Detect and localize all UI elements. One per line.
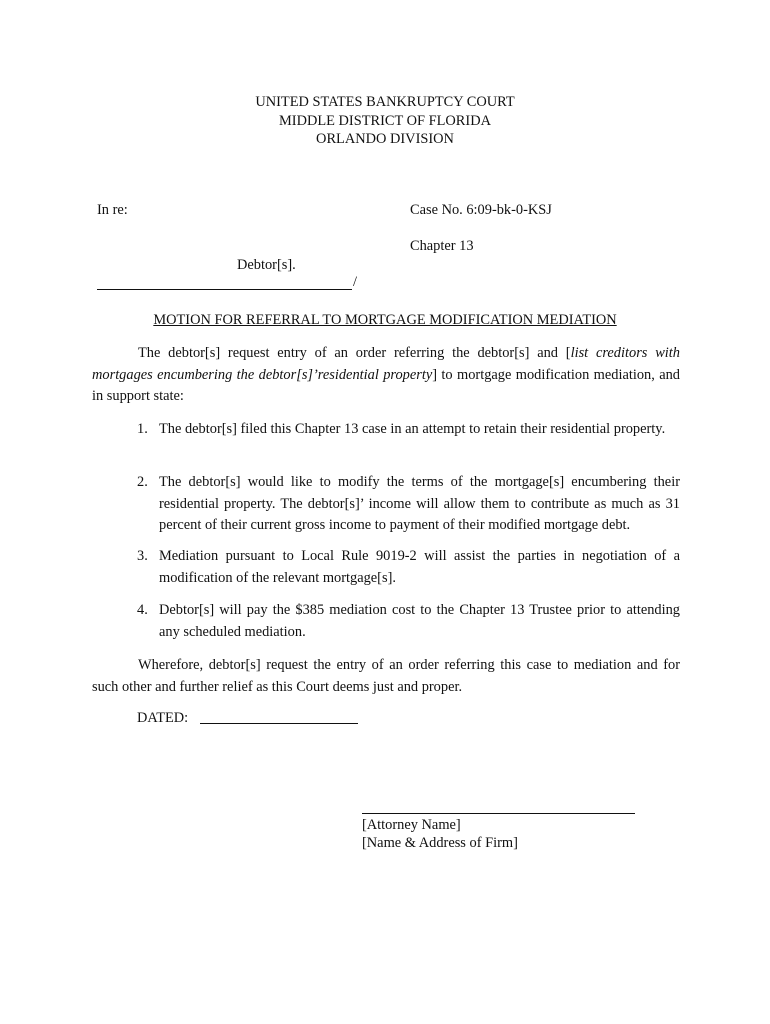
item-number: 2. xyxy=(137,474,148,490)
intro-text-end: ] to mortgage modification mediation, and in support state: xyxy=(92,366,680,404)
case-number: Case No. 6:09-bk-0-KSJ xyxy=(410,202,552,218)
item-text: The debtor[s] filed this Chapter 13 case in an attempt to retain their residential property. xyxy=(159,421,666,437)
intro-text-start: The debtor[s] request entry of an order referring the debtor[s] and [ xyxy=(138,345,571,361)
item-number: 4. xyxy=(137,602,148,618)
caption-slash: / xyxy=(353,274,357,290)
date-line xyxy=(200,723,358,724)
chapter-label: Chapter 13 xyxy=(410,238,474,254)
item-number: 3. xyxy=(137,548,148,564)
dated-label: DATED: xyxy=(137,710,189,726)
item-number: 1. xyxy=(137,421,148,437)
item-text: The debtor[s] would like to modify the terms of the mortgage[s] encumbering their residential property. The debtor[s]’ income will allow them to contribute as much as 31 percent of their current gross income to payment of their modified mortgage debt. xyxy=(159,474,680,533)
debtor-label: Debtor[s]. xyxy=(237,257,296,273)
caption-rule xyxy=(97,289,352,290)
firm-name-address: [Name & Address of Firm] xyxy=(362,835,518,851)
intro-creditors-placeholder: list creditors with mortgages encumbering the debtor[s]’residential property xyxy=(92,345,680,383)
court-district: MIDDLE DISTRICT OF FLORIDA xyxy=(278,112,491,129)
signature-line xyxy=(362,813,635,814)
attorney-name: [Attorney Name] xyxy=(362,817,461,833)
closing-text: Wherefore, debtor[s] request the entry of an order referring this case to mediation and for such other and further relief as this Court deems just and proper. xyxy=(92,657,680,695)
court-name: UNITED STATES BANKRUPTCY COURT xyxy=(255,94,515,110)
closing-paragraph xyxy=(92,655,680,698)
motion-title: MOTION FOR REFERRAL TO MORTGAGE MODIFICATION MEDIATION xyxy=(153,312,617,328)
court-division: ORLANDO DIVISION xyxy=(316,131,454,147)
in-re-label: In re: xyxy=(97,202,128,218)
item-text: Debtor[s] will pay the $385 mediation cost to the Chapter 13 Trustee prior to attending any scheduled mediation. xyxy=(159,602,680,640)
court-header xyxy=(0,93,770,149)
intro-paragraph xyxy=(92,343,680,408)
item-text: Mediation pursuant to Local Rule 9019-2 will assist the parties in negotiation of a modification of the relevant mortgage[s]. xyxy=(159,548,680,586)
